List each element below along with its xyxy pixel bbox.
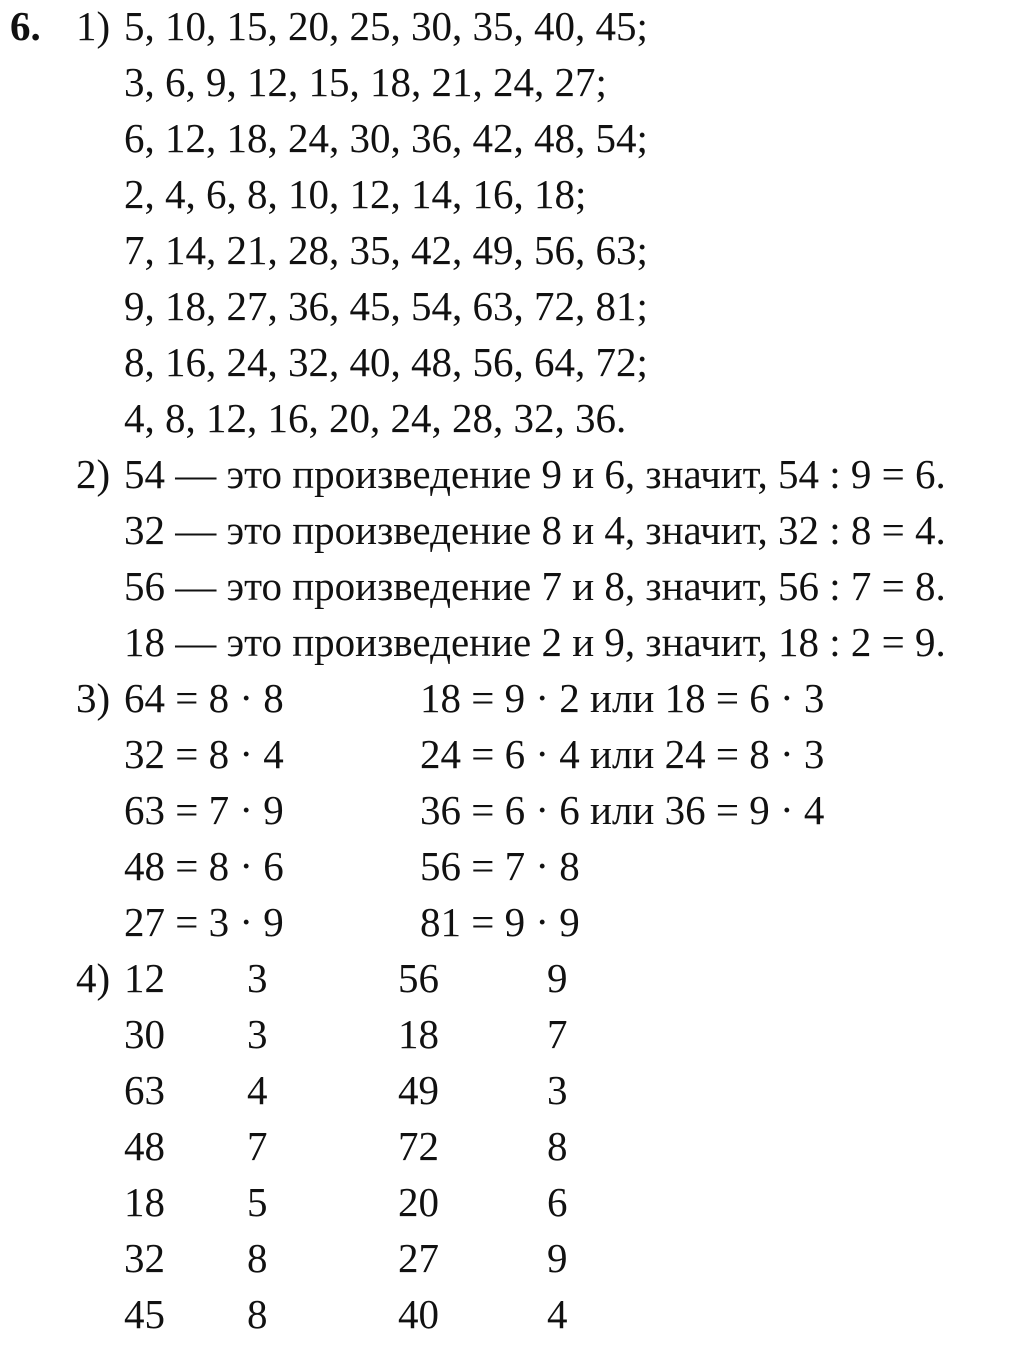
part-2-label: 2) [76, 451, 111, 497]
part-4-cell: 8 [547, 1123, 568, 1169]
part-4-cell: 27 [398, 1235, 439, 1281]
part-4-cell: 72 [398, 1123, 439, 1169]
part-4-cell: 9 [547, 1235, 568, 1281]
part-4-cell: 56 [398, 955, 439, 1001]
part-4-cell: 4 [247, 1067, 268, 1113]
part-3-left-equation: 64 = 8 · 8 [124, 675, 284, 721]
part-3-right-equation: 56 = 7 · 8 [420, 843, 580, 889]
part-1-row: 9, 18, 27, 36, 45, 54, 63, 72, 81; [124, 283, 648, 329]
part-3-left-equation: 48 = 8 · 6 [124, 843, 284, 889]
part-4-cell: 5 [247, 1179, 268, 1225]
part-1-row: 8, 16, 24, 32, 40, 48, 56, 64, 72; [124, 339, 648, 385]
exercise-number: 6. [10, 3, 41, 49]
part-1-row: 5, 10, 15, 20, 25, 30, 35, 40, 45; [124, 3, 648, 49]
part-4-cell: 32 [124, 1235, 165, 1281]
part-4-cell: 3 [547, 1067, 568, 1113]
part-4-cell: 3 [247, 955, 268, 1001]
part-3-right-equation: 24 = 6 · 4 или 24 = 8 · 3 [420, 731, 825, 777]
part-4-cell: 48 [124, 1123, 165, 1169]
part-2-row: 54 — это произведение 9 и 6, значит, 54 : 9 = 6. [124, 451, 946, 497]
part-4-cell: 7 [247, 1123, 268, 1169]
part-2-row: 56 — это произведение 7 и 8, значит, 56 : 7 = 8. [124, 563, 946, 609]
part-1-row: 7, 14, 21, 28, 35, 42, 49, 56, 63; [124, 227, 648, 273]
part-4-cell: 49 [398, 1067, 439, 1113]
part-4-cell: 30 [124, 1011, 165, 1057]
part-3-right-equation: 81 = 9 · 9 [420, 899, 580, 945]
part-4-cell: 40 [398, 1291, 439, 1337]
part-1-label: 1) [76, 3, 111, 49]
part-1-row: 4, 8, 12, 16, 20, 24, 28, 32, 36. [124, 395, 627, 441]
part-4-cell: 7 [547, 1011, 568, 1057]
part-4-cell: 12 [124, 955, 165, 1001]
part-4-cell: 6 [547, 1179, 568, 1225]
part-3-right-equation: 18 = 9 · 2 или 18 = 6 · 3 [420, 675, 825, 721]
part-3-left-equation: 63 = 7 · 9 [124, 787, 284, 833]
part-4-cell: 4 [547, 1291, 568, 1337]
part-4-cell: 63 [124, 1067, 165, 1113]
part-4-cell: 45 [124, 1291, 165, 1337]
part-1-row: 2, 4, 6, 8, 10, 12, 14, 16, 18; [124, 171, 587, 217]
part-4-cell: 18 [124, 1179, 165, 1225]
part-3-left-equation: 32 = 8 · 4 [124, 731, 284, 777]
part-4-cell: 8 [247, 1291, 268, 1337]
part-3-label: 3) [76, 675, 111, 721]
part-4-label: 4) [76, 955, 111, 1001]
part-4-cell: 8 [247, 1235, 268, 1281]
part-3-left-equation: 27 = 3 · 9 [124, 899, 284, 945]
part-3-right-equation: 36 = 6 · 6 или 36 = 9 · 4 [420, 787, 825, 833]
part-2-row: 18 — это произведение 2 и 9, значит, 18 : 2 = 9. [124, 619, 946, 665]
part-4-cell: 18 [398, 1011, 439, 1057]
part-1-row: 6, 12, 18, 24, 30, 36, 42, 48, 54; [124, 115, 648, 161]
part-4-cell: 9 [547, 955, 568, 1001]
part-2-row: 32 — это произведение 8 и 4, значит, 32 : 8 = 4. [124, 507, 946, 553]
part-4-cell: 20 [398, 1179, 439, 1225]
part-4-cell: 3 [247, 1011, 268, 1057]
part-1-row: 3, 6, 9, 12, 15, 18, 21, 24, 27; [124, 59, 607, 105]
